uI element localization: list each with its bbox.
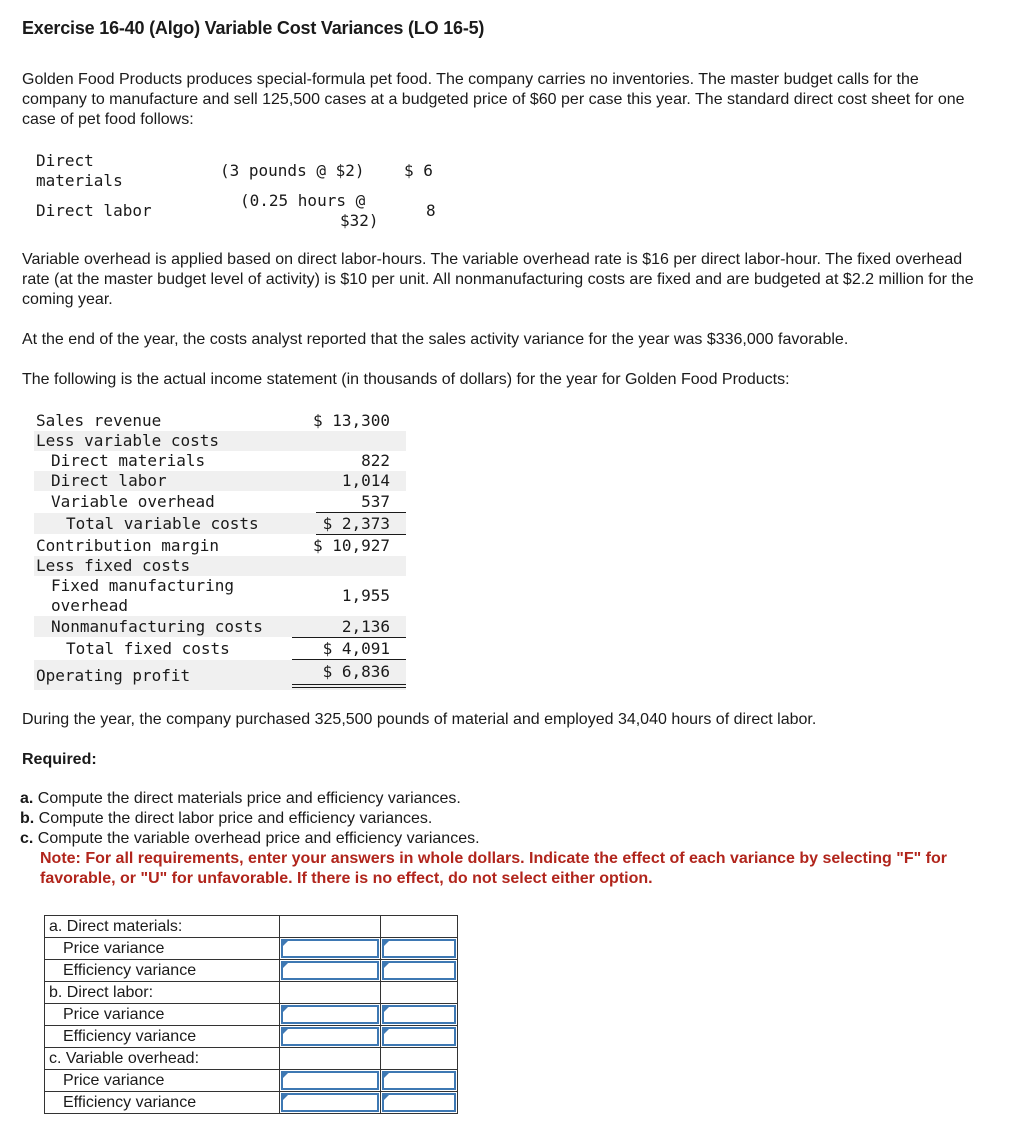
cm-label: Contribution margin xyxy=(36,536,220,555)
sales-value: $ 13,300 xyxy=(312,411,390,430)
dl-price-input[interactable] xyxy=(281,1005,379,1024)
row-fixed-manufacturing xyxy=(34,576,406,616)
requirements-list xyxy=(20,789,980,889)
less-fixed-label: Less fixed costs xyxy=(36,556,191,575)
note-text: Note: For all requirements, enter your answers in whole dollars. Indicate the effect of each variance by selecting "F" for favorable, or "U" for unfavorable. If there is no effect, do not select either option. xyxy=(40,850,947,887)
vo-price-input[interactable] xyxy=(281,1071,379,1090)
vo-efficiency-effect-select[interactable] xyxy=(382,1093,456,1112)
dm-value: 822 xyxy=(361,451,390,470)
dl-value: 1,014 xyxy=(341,471,390,490)
row-total-fixed xyxy=(34,638,406,659)
vo-price-label: Price variance xyxy=(45,1070,280,1092)
dl-amount: 8 xyxy=(426,201,436,220)
dl-header: b. Direct labor: xyxy=(45,982,280,1004)
income-intro-paragraph: The following is the actual income statement (in thousands of dollars) for the year for Golden Food Products: xyxy=(22,371,790,388)
blank-cell xyxy=(381,916,458,938)
dm-price-effect-select[interactable] xyxy=(382,939,456,958)
sales-variance-paragraph: At the end of the year, the costs analyst reported that the sales activity variance for the year was $336,000 favorable. xyxy=(22,331,849,348)
row-dl-price xyxy=(45,1004,458,1026)
req-c-letter: c. xyxy=(20,830,34,847)
tvc-value: $ 2,373 xyxy=(322,514,390,533)
required-heading: Required: xyxy=(22,751,97,768)
row-direct-labor xyxy=(34,471,406,491)
tfc-value: $ 4,091 xyxy=(322,639,390,658)
dl-price-cell xyxy=(280,1004,381,1026)
tfc-label: Total fixed costs xyxy=(66,639,230,658)
row-variable-overhead xyxy=(34,491,406,512)
vo-label: Variable overhead xyxy=(51,492,215,511)
blank-cell xyxy=(280,1048,381,1070)
op-label: Operating profit xyxy=(36,666,191,685)
op-value: $ 6,836 xyxy=(322,662,390,681)
overhead-paragraph: Variable overhead is applied based on direct labor-hours. The variable overhead rate is $16 per direct labor-hour. The fixed overhead rate (at the master budget level of activity) is $10 per unit. All nonmanufacturing costs are fixed and are budgeted at $2.2 million for the coming year. xyxy=(22,251,974,308)
exercise-title: Exercise 16-40 (Algo) Variable Cost Variances (LO 16-5) xyxy=(22,18,485,38)
req-b-letter: b. xyxy=(20,810,35,827)
row-a-header xyxy=(45,916,458,938)
dl-efficiency-input[interactable] xyxy=(281,1027,379,1046)
requirement-a xyxy=(20,789,980,809)
blank-cell xyxy=(280,982,381,1004)
req-a-text: Compute the direct materials price and efficiency variances. xyxy=(37,790,461,807)
fmo-value: 1,955 xyxy=(341,586,390,605)
dl-price-effect-cell xyxy=(381,1004,458,1026)
income-statement xyxy=(34,410,408,694)
vo-price-effect-cell xyxy=(381,1070,458,1092)
dl-efficiency-effect-cell xyxy=(381,1026,458,1048)
row-nonmanufacturing xyxy=(34,616,406,637)
double-underline-2 xyxy=(292,687,406,688)
dl-detail-line1: (0.25 hours @ xyxy=(240,191,366,210)
standard-cost-sheet xyxy=(36,150,456,235)
dm-label: Direct materials xyxy=(51,451,206,470)
dm-header: a. Direct materials: xyxy=(45,916,280,938)
row-vo-efficiency xyxy=(45,1092,458,1114)
dm-efficiency-cell xyxy=(280,960,381,982)
cm-value: $ 10,927 xyxy=(312,536,390,555)
dm-label-line2: materials xyxy=(36,171,123,190)
row-less-variable xyxy=(34,431,406,451)
dl-efficiency-cell xyxy=(280,1026,381,1048)
row-b-header xyxy=(45,982,458,1004)
dm-label-line1: Direct xyxy=(36,151,94,170)
nmc-label: Nonmanufacturing costs xyxy=(51,617,263,636)
purchase-paragraph: During the year, the company purchased 325,500 pounds of material and employed 34,040 hours of direct labor. xyxy=(22,711,817,728)
row-total-variable xyxy=(34,513,406,534)
row-sales-revenue xyxy=(34,410,406,431)
less-variable-label: Less variable costs xyxy=(36,431,220,450)
fmo-label-line2: overhead xyxy=(51,596,129,615)
row-direct-materials xyxy=(34,451,406,471)
row-less-fixed xyxy=(34,556,406,576)
dl-price-label: Price variance xyxy=(45,1004,280,1026)
blank-cell xyxy=(280,916,381,938)
requirement-b xyxy=(20,809,980,829)
vo-efficiency-effect-cell xyxy=(381,1092,458,1114)
vo-header: c. Variable overhead: xyxy=(45,1048,280,1070)
vo-value: 537 xyxy=(361,492,390,511)
dl-efficiency-effect-select[interactable] xyxy=(382,1027,456,1046)
dm-efficiency-label: Efficiency variance xyxy=(45,960,280,982)
dm-price-label: Price variance xyxy=(45,938,280,960)
row-operating-profit xyxy=(34,660,406,690)
dm-efficiency-input[interactable] xyxy=(281,961,379,980)
vo-price-cell xyxy=(280,1070,381,1092)
dl-detail-line2: $32) xyxy=(340,211,379,230)
tvc-label: Total variable costs xyxy=(66,514,259,533)
double-underline-1 xyxy=(292,684,406,685)
dm-price-cell xyxy=(280,938,381,960)
vo-efficiency-input[interactable] xyxy=(281,1093,379,1112)
intro-paragraph: Golden Food Products produces special-formula pet food. The company carries no inventories. The master budget calls for the company to manufacture and sell 125,500 cases at a budgeted price of $60 per case this year. The standard direct cost sheet for one case of pet food follows: xyxy=(22,71,965,128)
dm-price-effect-cell xyxy=(381,938,458,960)
dm-price-input[interactable] xyxy=(281,939,379,958)
row-vo-price xyxy=(45,1070,458,1092)
dl-efficiency-label: Efficiency variance xyxy=(45,1026,280,1048)
req-b-text: Compute the direct labor price and efficiency variances. xyxy=(38,810,433,827)
dm-detail: (3 pounds @ $2) xyxy=(220,161,365,180)
dm-efficiency-effect-select[interactable] xyxy=(382,961,456,980)
vo-efficiency-label: Efficiency variance xyxy=(45,1092,280,1114)
row-c-header xyxy=(45,1048,458,1070)
blank-cell xyxy=(381,982,458,1004)
dl-price-effect-select[interactable] xyxy=(382,1005,456,1024)
dl-label: Direct labor xyxy=(36,201,152,220)
req-a-letter: a. xyxy=(20,790,34,807)
fmo-label-line1: Fixed manufacturing xyxy=(51,576,235,595)
row-dm-efficiency xyxy=(45,960,458,982)
dm-efficiency-effect-cell xyxy=(381,960,458,982)
vo-price-effect-select[interactable] xyxy=(382,1071,456,1090)
req-c-text: Compute the variable overhead price and efficiency variances. xyxy=(37,830,480,847)
row-dm-price xyxy=(45,938,458,960)
sales-label: Sales revenue xyxy=(36,411,162,430)
blank-cell xyxy=(381,1048,458,1070)
answer-table xyxy=(44,915,458,1114)
dm-amount: $ 6 xyxy=(404,161,433,180)
requirement-c xyxy=(20,829,980,849)
row-contribution-margin xyxy=(34,535,406,556)
vo-efficiency-cell xyxy=(280,1092,381,1114)
nmc-value: 2,136 xyxy=(341,617,390,636)
row-dl-efficiency xyxy=(45,1026,458,1048)
dl-label: Direct labor xyxy=(51,471,167,490)
